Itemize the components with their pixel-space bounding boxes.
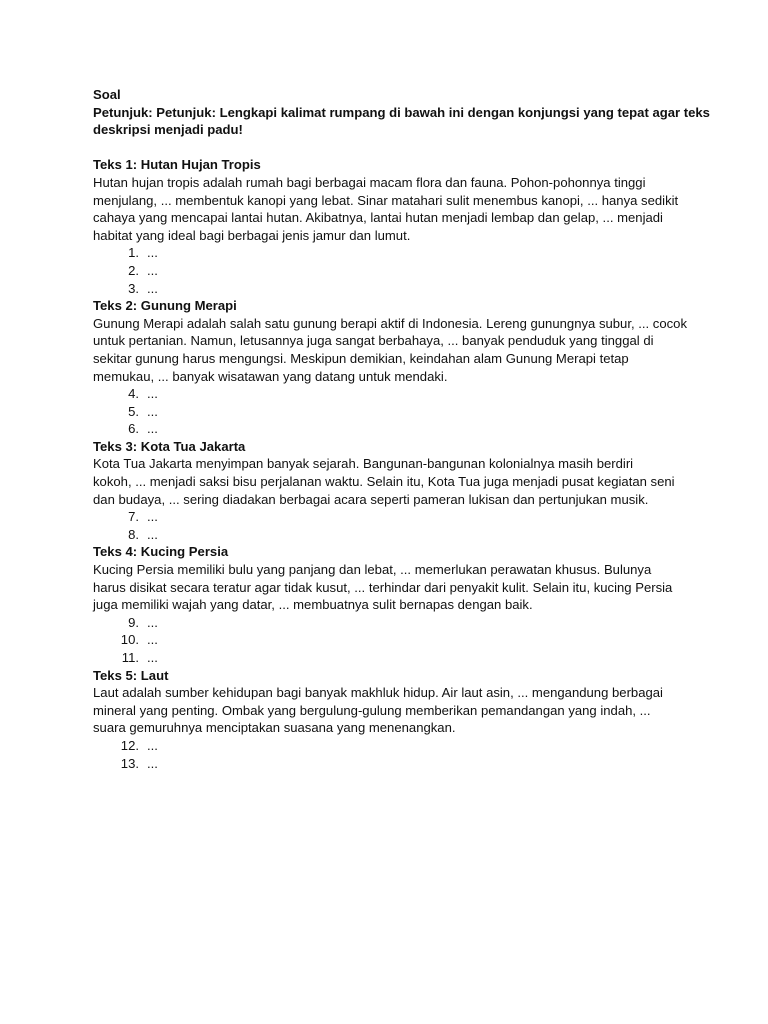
- list-number: 9.: [128, 614, 139, 630]
- answer-list: [93, 385, 683, 438]
- section-title: Teks 1: Hutan Hujan Tropis: [93, 157, 261, 173]
- list-number: 6.: [128, 421, 139, 437]
- answer-blank: ...: [147, 245, 158, 261]
- section-title: Teks 3: Kota Tua Jakarta: [93, 438, 246, 454]
- section-teks-4: [93, 543, 683, 666]
- paragraph-line: cahaya yang mencapai lantai hutan. Akibatnya, lantai hutan menjadi lembap dan gelap, ... menjadi: [93, 210, 663, 226]
- answer-list: [93, 244, 683, 297]
- blank-line: [93, 139, 683, 157]
- section-title: Teks 4: Kucing Persia: [93, 544, 229, 560]
- answer-list: [93, 508, 683, 543]
- list-number: 2.: [128, 262, 139, 278]
- list-number: 1.: [128, 245, 139, 261]
- list-number: 8.: [128, 526, 139, 542]
- list-item: [93, 385, 683, 403]
- section-title: Teks 2: Gunung Merapi: [93, 298, 237, 314]
- paragraph-line: juga memiliki wajah yang datar, ... membuatnya sulit bernapas dengan baik.: [93, 597, 533, 613]
- paragraph-line: memukau, ... banyak wisatawan yang datang untuk mendaki.: [93, 368, 448, 384]
- list-item: [93, 280, 683, 298]
- instruction-line: deskripsi menjadi padu!: [93, 122, 243, 138]
- answer-blank: ...: [147, 650, 158, 665]
- paragraph-line: kokoh, ... menjadi saksi bisu perjalanan waktu. Selain itu, Kota Tua juga menjadi pusat kegiatan seni: [93, 474, 675, 490]
- section-teks-2: [93, 297, 688, 438]
- answer-blank: ...: [147, 403, 158, 419]
- list-item: [93, 244, 683, 262]
- list-item: [93, 649, 683, 667]
- answer-list: [93, 737, 683, 772]
- answer-blank: ...: [147, 262, 158, 278]
- list-item: [93, 526, 683, 544]
- answer-blank: ...: [147, 509, 158, 525]
- answer-blank: ...: [147, 614, 158, 630]
- answer-blank: ...: [147, 280, 158, 296]
- document-content: [93, 86, 710, 772]
- paragraph-line: habitat yang ideal bagi berbagai jenis jamur dan lumut.: [93, 227, 411, 243]
- section-teks-3: [93, 438, 683, 544]
- answer-list: [93, 614, 683, 667]
- paragraph-line: mineral yang penting. Ombak yang bergulung-gulung memberikan pemandangan yang indah, ...: [93, 702, 651, 718]
- list-item: [93, 614, 683, 632]
- answer-blank: ...: [147, 526, 158, 542]
- paragraph-line: dan budaya, ... sering diadakan berbagai acara seperti pameran lukisan dan pertunjukan musik.: [93, 491, 649, 507]
- list-item: [93, 403, 683, 421]
- paragraph-line: Kucing Persia memiliki bulu yang panjang dan lebat, ... memerlukan perawatan khusus. Bulunya: [93, 562, 652, 578]
- paragraph-line: menjulang, ... membentuk kanopi yang lebat. Sinar matahari sulit menembus kanopi, ... hanya sedikit: [93, 192, 679, 208]
- list-number: 7.: [128, 509, 139, 525]
- list-number: 5.: [128, 403, 139, 419]
- answer-blank: ...: [147, 737, 158, 753]
- list-item: [93, 508, 683, 526]
- paragraph-line: sekitar gunung harus mengungsi. Meskipun demikian, keindahan alam Gunung Merapi tetap: [93, 350, 629, 366]
- list-item: [93, 262, 683, 280]
- paragraph-line: untuk pertanian. Namun, letusannya juga sangat berbahaya, ... banyak penduduk yang tinggal di: [93, 333, 654, 349]
- paragraph-line: harus disikat secara teratur agar tidak kusut, ... terhindar dari penyakit kulit. Selain itu, kucing Persia: [93, 579, 673, 595]
- list-item: [93, 737, 683, 755]
- answer-blank: ...: [147, 421, 158, 437]
- section-title: Teks 5: Laut: [93, 667, 169, 683]
- list-number: 13.: [120, 755, 139, 771]
- paragraph-line: Gunung Merapi adalah salah satu gunung berapi aktif di Indonesia. Lereng gunungnya subur, ... cocok: [93, 315, 688, 331]
- section-teks-1: [93, 156, 683, 297]
- answer-blank: ...: [147, 632, 158, 648]
- list-item: [93, 631, 683, 649]
- list-number: 4.: [128, 386, 139, 402]
- paragraph-line: Hutan hujan tropis adalah rumah bagi berbagai macam flora dan fauna. Pohon-pohonnya tinggi: [93, 174, 646, 190]
- paragraph-line: Kota Tua Jakarta menyimpan banyak sejarah. Bangunan-bangunan kolonialnya masih berdiri: [93, 456, 634, 472]
- list-item: [93, 420, 683, 438]
- list-number: 3.: [128, 280, 139, 296]
- list-number: 11.: [121, 650, 139, 665]
- answer-blank: ...: [147, 755, 158, 771]
- document-heading: Soal: [93, 87, 121, 102]
- list-item: [93, 755, 683, 773]
- paragraph-line: Laut adalah sumber kehidupan bagi banyak makhluk hidup. Air laut asin, ... mengandung berbagai: [93, 685, 663, 701]
- section-teks-5: [93, 667, 683, 773]
- list-number: 10.: [120, 632, 139, 648]
- answer-blank: ...: [147, 386, 158, 402]
- paragraph-line: suara gemuruhnya menciptakan suasana yang menenangkan.: [93, 720, 456, 736]
- list-number: 12.: [120, 737, 139, 753]
- instruction-line: Petunjuk: Petunjuk: Lengkapi kalimat rumpang di bawah ini dengan konjungsi yang tepat agar teks: [93, 104, 710, 120]
